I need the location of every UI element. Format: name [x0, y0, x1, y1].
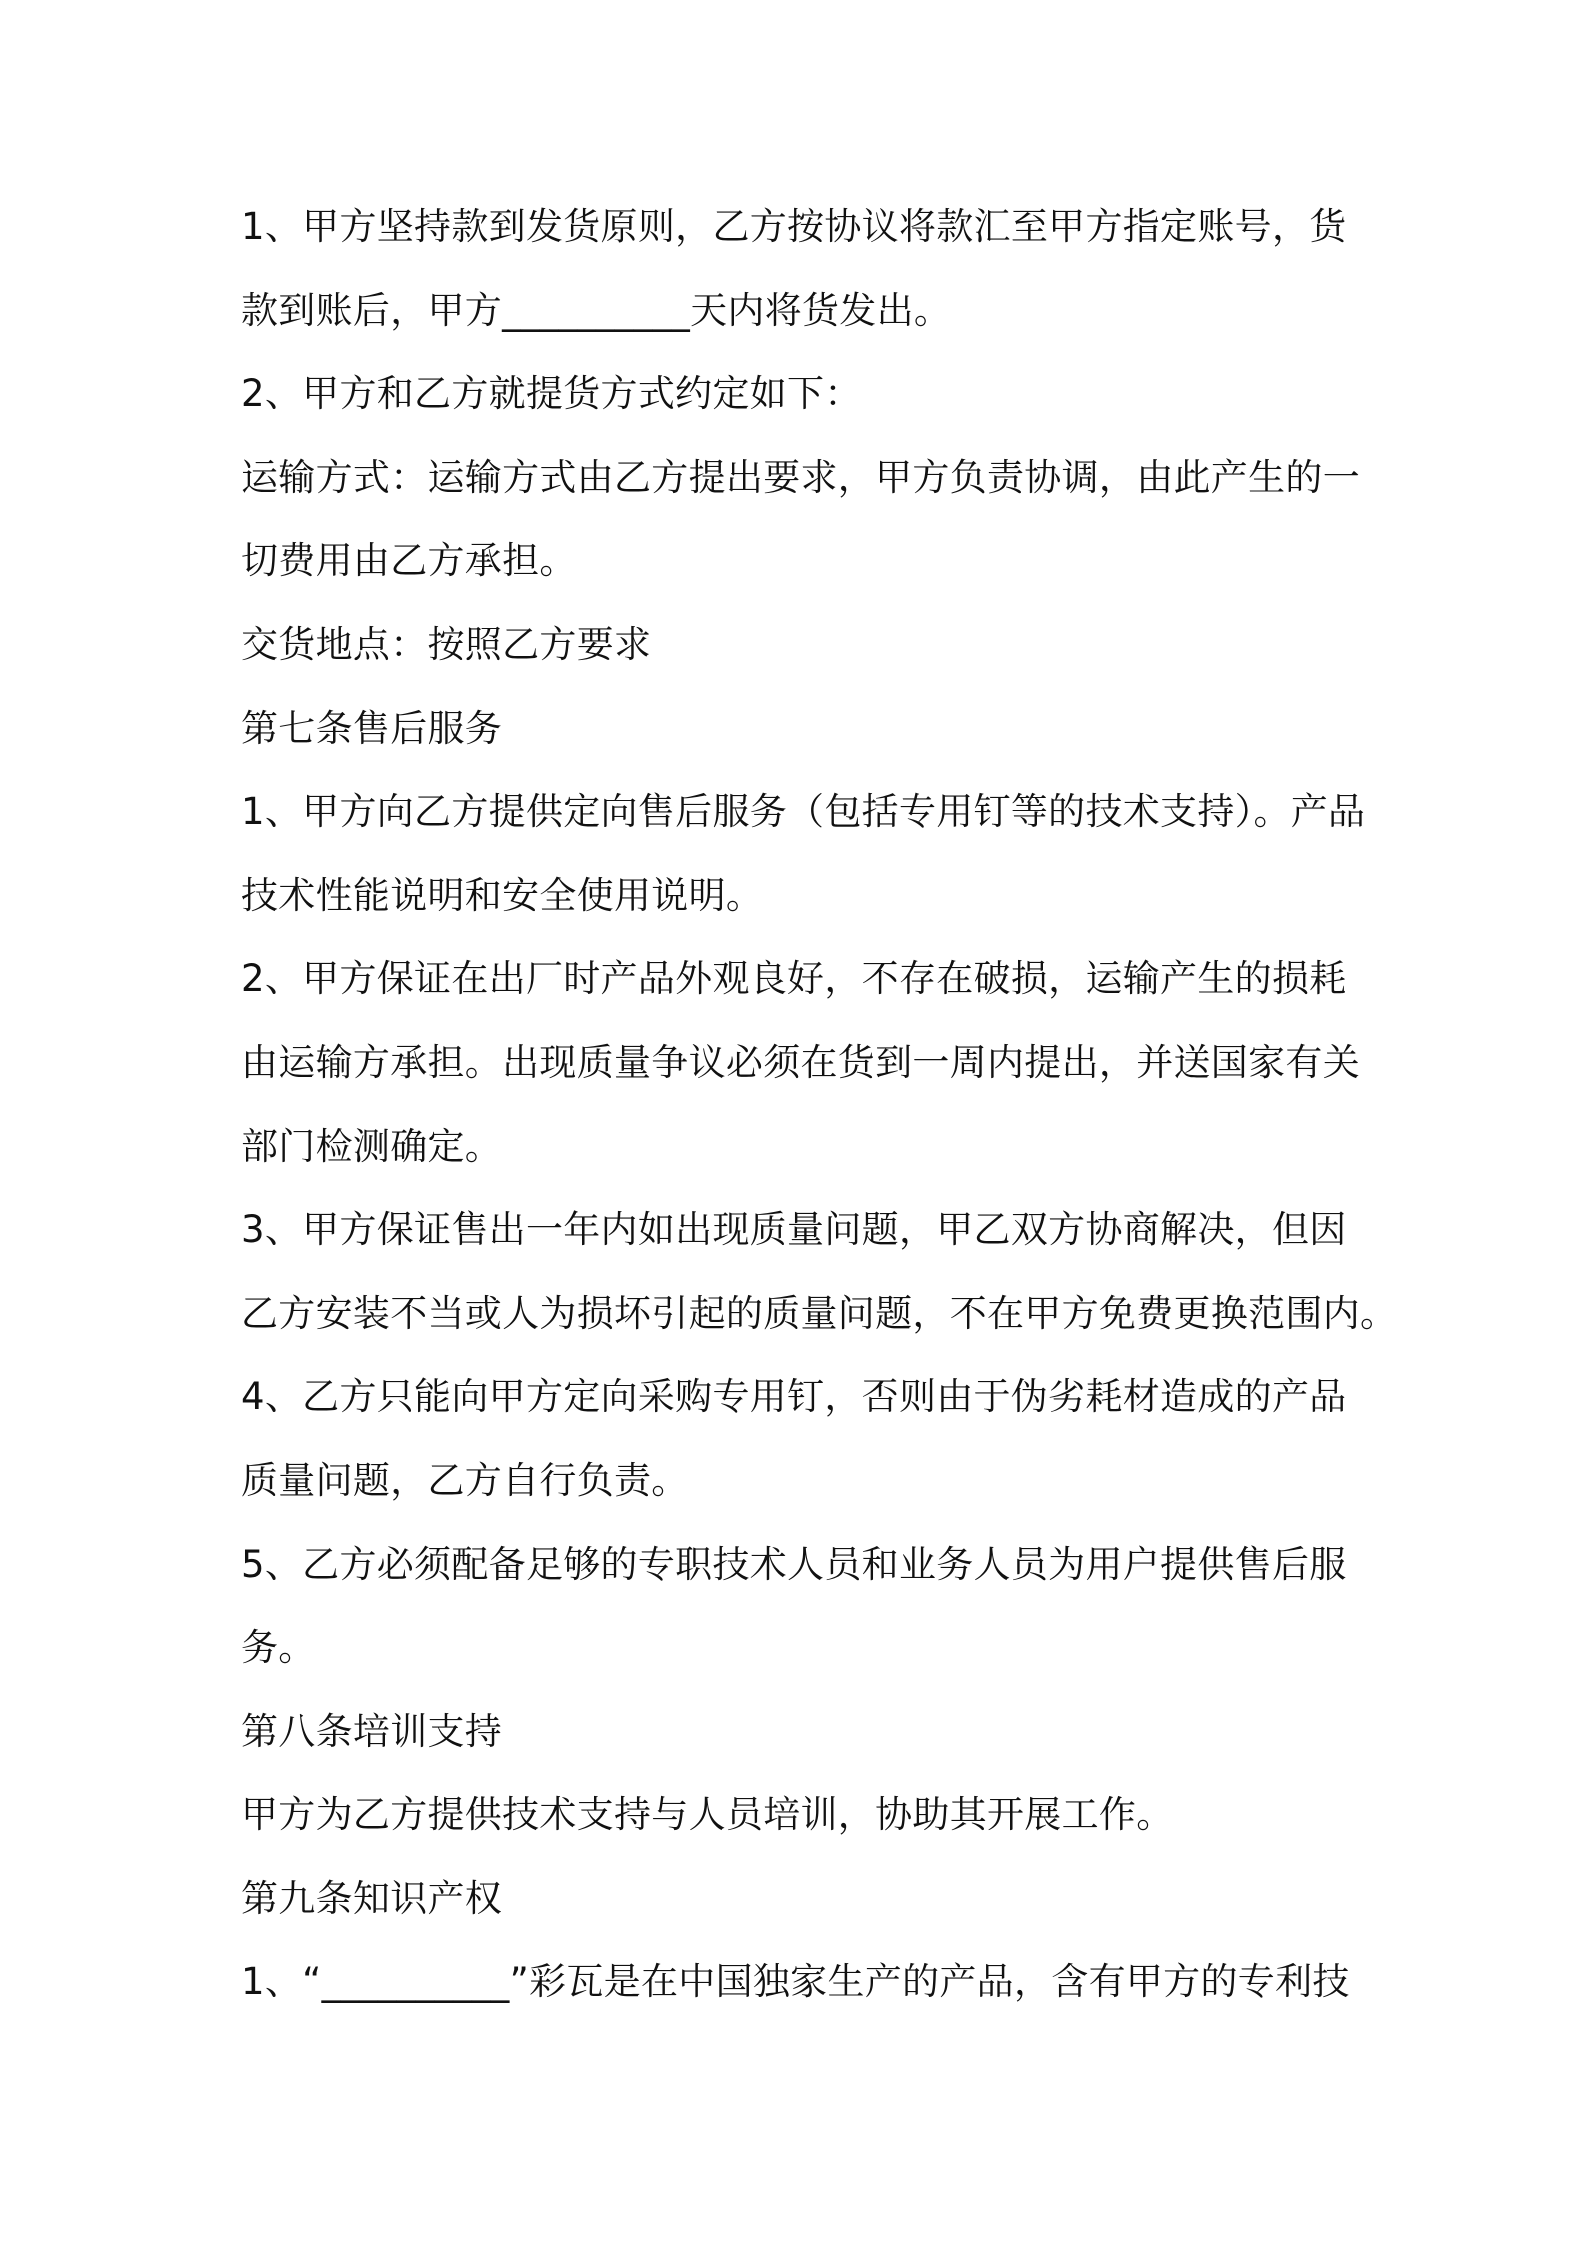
clause-7-item-4-line-1: 4、乙方只能向甲方定向采购专用钉，否则由于伪劣耗材造成的产品: [241, 1375, 1347, 1419]
clause-7-item-2-line-2: 由运输方承担。出现质量争议必须在货到一周内提出，并送国家有关: [241, 1040, 1360, 1084]
clause-7-item-3-line-2: 乙方安装不当或人为损坏引起的质量问题，不在甲方免费更换范围内。: [241, 1291, 1398, 1335]
clause-8-body: 甲方为乙方提供技术支持与人员培训，协助其开展工作。: [241, 1793, 1174, 1837]
clause-9-heading: 第九条知识产权: [241, 1876, 503, 1920]
clause-6-item-2: 2、甲方和乙方就提货方式约定如下：: [241, 372, 862, 416]
transport-method-line-2: 切费用由乙方承担。: [241, 539, 577, 583]
clause-7-item-1-line-2: 技术性能说明和安全使用说明。: [241, 873, 764, 917]
clause-7-heading: 第七条售后服务: [241, 706, 503, 750]
clause-7-item-2-line-3: 部门检测确定。: [241, 1124, 503, 1168]
clause-7-item-5-line-2: 务。: [241, 1626, 316, 1670]
clause-7-item-1-line-1: 1、甲方向乙方提供定向售后服务（包括专用钉等的技术支持）。产品: [241, 790, 1366, 834]
clause-7-item-5-line-1: 5、乙方必须配备足够的专职技术人员和业务人员为用户提供售后服: [241, 1542, 1347, 1586]
transport-method-line-1: 运输方式：运输方式由乙方提出要求，甲方负责协调，由此产生的一: [241, 455, 1360, 499]
clause-6-item-1-line-2: 款到账后，甲方__________天内将货发出。: [241, 288, 952, 332]
clause-6-item-1-line-1: 1、甲方坚持款到发货原则，乙方按协议将款汇至甲方指定账号，货: [241, 205, 1347, 248]
clause-7-item-3-line-1: 3、甲方保证售出一年内如出现质量问题，甲乙双方协商解决，但因: [241, 1208, 1347, 1252]
document-body: [241, 197, 1398, 2036]
clause-7-item-4-line-2: 质量问题，乙方自行负责。: [241, 1458, 689, 1502]
clause-7-item-2-line-1: 2、甲方保证在出厂时产品外观良好，不存在破损，运输产生的损耗: [241, 957, 1347, 1001]
clause-8-heading: 第八条培训支持: [241, 1709, 503, 1753]
clause-9-item-1-line-1: 1、“__________”彩瓦是在中国独家生产的产品，含有甲方的专利技: [241, 1960, 1350, 2004]
delivery-location: 交货地点：按照乙方要求: [241, 622, 652, 666]
